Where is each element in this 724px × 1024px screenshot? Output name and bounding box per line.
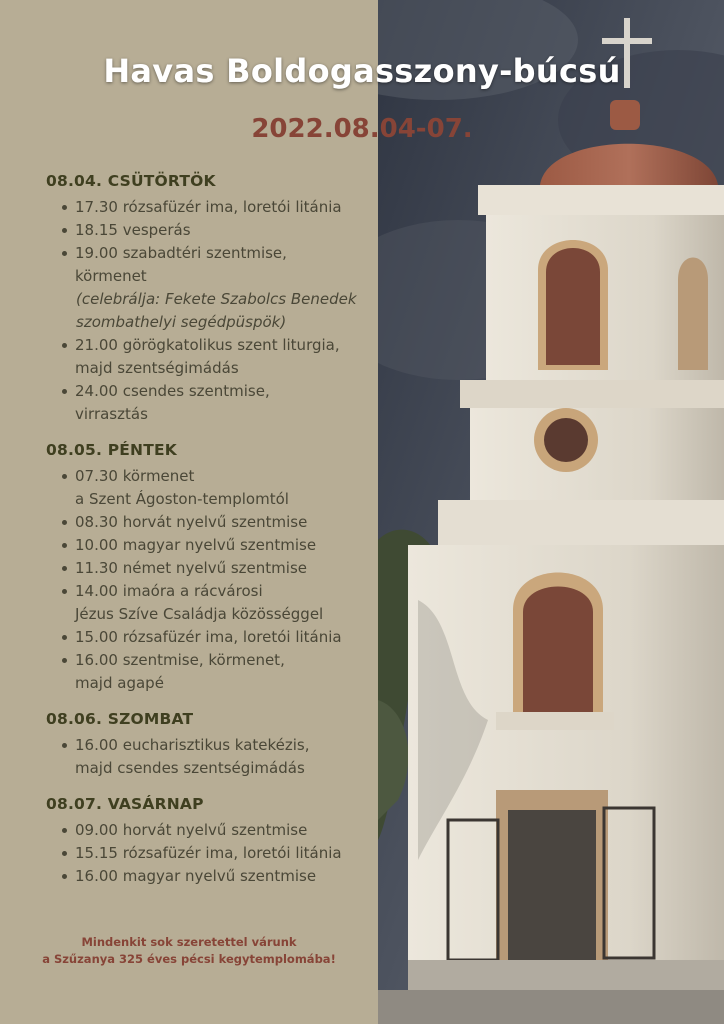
- program-item-text: 16.00 szentmise, körmenet,: [75, 651, 285, 669]
- program-item-text: a Szent Ágoston-templomtól: [75, 490, 289, 508]
- program-item: [46, 734, 366, 780]
- program-item-text: 21.00 görögkatolikus szent liturgia,: [75, 336, 340, 354]
- program-item-text: 10.00 magyar nyelvű szentmise: [75, 536, 317, 554]
- program-list: [46, 196, 366, 426]
- program-item: [46, 196, 366, 219]
- celebrant-note: szombathelyi segédpüspök): [76, 313, 287, 331]
- day-section: [46, 441, 366, 695]
- event-dates: 2022.08.04-07.: [251, 114, 473, 144]
- program-item: [46, 580, 366, 626]
- program-item-text: 09.00 horvát nyelvű szentmise: [75, 821, 308, 839]
- program-item: [46, 242, 366, 334]
- day-heading: 08.07. VASÁRNAP: [46, 795, 204, 813]
- program-item-text: 14.00 imaóra a rácvárosi: [75, 582, 263, 600]
- program-item: [46, 819, 366, 842]
- program-item: [46, 511, 366, 534]
- day-section: [46, 710, 366, 780]
- day-section: [46, 172, 366, 426]
- program-list: [46, 465, 366, 695]
- program-item-text: 16.00 eucharisztikus katekézis,: [75, 736, 310, 754]
- program-list: [46, 734, 366, 780]
- invitation-footer: [0, 934, 378, 968]
- program-item-text: majd agapé: [75, 674, 164, 692]
- program-list: [46, 819, 366, 888]
- program-item-text: 16.00 magyar nyelvű szentmise: [75, 867, 317, 885]
- program-item: [46, 219, 366, 242]
- program-item: [46, 842, 366, 865]
- celebrant-note: (celebrálja: Fekete Szabolcs Benedek: [76, 290, 357, 308]
- program-item: [46, 557, 366, 580]
- schedule: [46, 172, 366, 903]
- program-item-text: 19.00 szabadtéri szentmise,: [75, 244, 287, 262]
- program-item: [46, 380, 366, 426]
- day-heading: 08.05. PÉNTEK: [46, 441, 178, 459]
- program-item-text: 17.30 rózsafüzér ima, loretói litánia: [75, 198, 342, 216]
- program-item-text: virrasztás: [75, 405, 148, 423]
- footer-line-2: a Szűzanya 325 éves pécsi kegytemplomába!: [42, 952, 336, 966]
- program-item-text: 24.00 csendes szentmise,: [75, 382, 270, 400]
- program-item-text: 15.15 rózsafüzér ima, loretói litánia: [75, 844, 342, 862]
- program-item: [46, 465, 366, 511]
- program-item: [46, 626, 366, 649]
- program-item-text: majd csendes szentségimádás: [75, 759, 305, 777]
- program-item: [46, 334, 366, 380]
- program-item: [46, 649, 366, 695]
- program-item-text: 15.00 rózsafüzér ima, loretói litánia: [75, 628, 342, 646]
- program-item-text: 18.15 vesperás: [75, 221, 191, 239]
- event-title: Havas Boldogasszony-búcsú: [103, 52, 621, 90]
- day-section: [46, 795, 366, 888]
- footer-line-1: Mindenkit sok szeretettel várunk: [81, 935, 297, 949]
- day-heading: 08.06. SZOMBAT: [46, 710, 194, 728]
- program-item-text: Jézus Szíve Családja közösséggel: [75, 605, 324, 623]
- program-item-text: 08.30 horvát nyelvű szentmise: [75, 513, 308, 531]
- program-item-text: körmenet: [75, 267, 147, 285]
- program-item-text: 11.30 német nyelvű szentmise: [75, 559, 307, 577]
- program-item: [46, 534, 366, 557]
- church-tower-photo: [378, 0, 724, 1024]
- program-item-text: majd szentségimádás: [75, 359, 239, 377]
- program-item: [46, 865, 366, 888]
- program-item-text: 07.30 körmenet: [75, 467, 195, 485]
- day-heading: 08.04. CSÜTÖRTÖK: [46, 172, 216, 190]
